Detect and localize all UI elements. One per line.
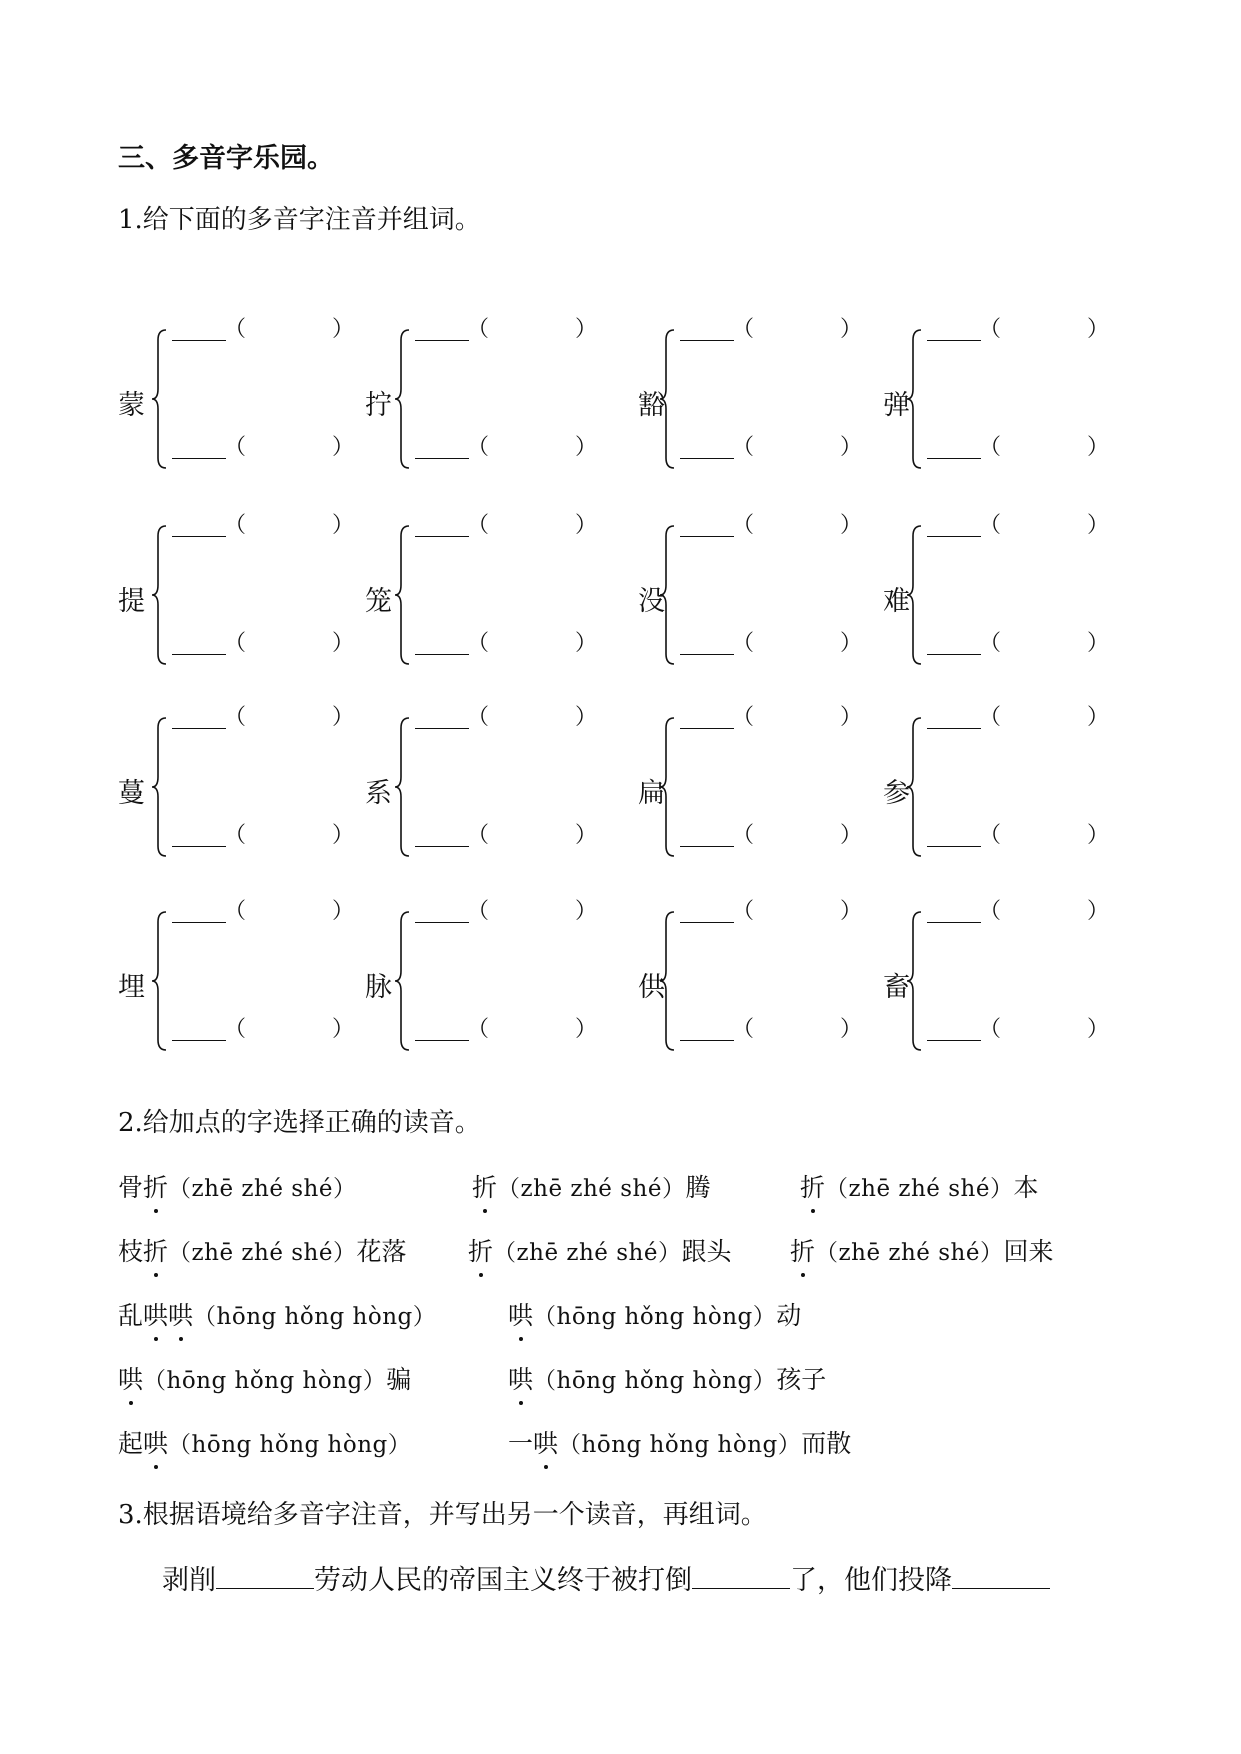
dotted-char: 哄 [118,1360,143,1396]
close-paren: ） [840,899,863,924]
close-paren: ） [840,823,863,848]
brace-icon [658,910,678,1052]
close-paren: ） [1087,899,1110,924]
brace-icon [150,910,170,1052]
q2-prefix: 骨 [118,1173,144,1202]
close-paren: ） [332,823,355,848]
polyphone-char: 拧 [365,390,392,421]
brace-icon [393,716,413,858]
word-blank[interactable] [495,430,575,458]
q2-suffix: 动 [776,1301,802,1330]
open-paren: （ [467,513,490,538]
word-blank[interactable] [1007,312,1087,340]
close-paren: ） [575,705,598,730]
open-paren: （ [224,899,247,924]
word-blank[interactable] [760,312,840,340]
close-paren: ） [332,631,355,656]
word-blank[interactable] [760,894,840,922]
word-blank[interactable] [495,818,575,846]
open-paren: （ [979,435,1002,460]
pinyin-blank-bottom[interactable] [172,458,226,459]
pinyin-blank-top[interactable] [415,536,469,537]
pinyin-blank-bottom[interactable] [172,1040,226,1041]
word-blank[interactable] [1007,894,1087,922]
brace-icon [905,328,925,470]
q1-instruction: 1.给下面的多音字注音并组词。 [118,205,481,235]
q2-item [508,1296,801,1332]
close-paren: ） [840,705,863,730]
q2-prefix: 起 [118,1429,144,1458]
close-paren: ） [575,513,598,538]
dotted-char: 哄 [143,1296,168,1332]
word-blank[interactable] [760,700,840,728]
close-paren: ） [840,1017,863,1042]
close-paren: ） [840,513,863,538]
open-paren: （ [979,899,1002,924]
q2-suffix: 孩子 [776,1365,827,1394]
pinyin-blank-bottom[interactable] [927,846,981,847]
open-paren: （ [224,317,247,342]
close-paren: ） [840,631,863,656]
pinyin-blank-top[interactable] [172,728,226,729]
q2-suffix: 骗 [386,1365,412,1394]
q2-item [790,1232,1053,1268]
polyphone-char: 畜 [883,972,910,1003]
word-blank[interactable] [1007,700,1087,728]
open-paren: （ [467,899,490,924]
polyphone-char: 笼 [365,586,392,617]
polyphone-char: 系 [365,778,392,809]
word-blank[interactable] [1007,626,1087,654]
open-paren: （ [732,435,755,460]
q2-prefix: 一 [508,1429,534,1458]
open-paren: （ [979,631,1002,656]
close-paren: ） [1087,317,1110,342]
word-blank[interactable] [252,700,332,728]
brace-icon [393,328,413,470]
q2-prefix: 乱 [118,1301,144,1330]
section-title: 三、多音字乐园。 [118,143,334,174]
dotted-char: 折 [472,1168,497,1204]
q2-suffix: 跟头 [681,1237,732,1266]
polyphone-char: 蒙 [118,390,145,421]
word-blank[interactable] [760,818,840,846]
close-paren: ） [840,317,863,342]
dotted-char: 折 [468,1232,493,1268]
pinyin-options[interactable]: （zhē zhé shé） [825,1176,1014,1202]
pinyin-blank-bottom[interactable] [415,458,469,459]
pinyin-options[interactable]: （hōng hǒng hòng） [168,1432,412,1458]
open-paren: （ [732,823,755,848]
pinyin-blank-top[interactable] [415,340,469,341]
open-paren: （ [979,705,1002,730]
pinyin-blank-top[interactable] [172,922,226,923]
pinyin-blank-bottom[interactable] [415,846,469,847]
open-paren: （ [467,435,490,460]
open-paren: （ [979,1017,1002,1042]
q2-suffix: 本 [1013,1173,1039,1202]
word-blank[interactable] [252,894,332,922]
close-paren: ） [1087,705,1110,730]
q2-item [472,1168,710,1204]
open-paren: （ [224,705,247,730]
polyphone-char: 参 [883,778,910,809]
pinyin-blank-bottom[interactable] [680,846,734,847]
close-paren: ） [1087,631,1110,656]
pinyin-blank-bottom[interactable] [172,654,226,655]
polyphone-char: 埋 [118,972,145,1003]
pinyin-blank-top[interactable] [680,536,734,537]
open-paren: （ [979,513,1002,538]
close-paren: ） [332,513,355,538]
pinyin-blank-bottom[interactable] [927,654,981,655]
pinyin-blank-bottom[interactable] [927,1040,981,1041]
open-paren: （ [732,513,755,538]
pinyin-blank-bottom[interactable] [927,458,981,459]
q3-blank-1[interactable] [216,1564,314,1589]
open-paren: （ [732,631,755,656]
q3-blank-3[interactable] [952,1564,1050,1589]
q2-item [118,1232,406,1268]
dotted-char: 哄 [533,1424,558,1460]
q2-item [468,1232,731,1268]
polyphone-char: 脉 [365,972,392,1003]
polyphone-char: 蔓 [118,778,145,809]
brace-icon [393,910,413,1052]
open-paren: （ [224,631,247,656]
word-blank[interactable] [252,430,332,458]
pinyin-blank-bottom[interactable] [680,1040,734,1041]
q3-text-2: 劳动人民的帝国主义终于被打倒 [314,1565,692,1596]
word-blank[interactable] [495,508,575,536]
close-paren: ） [1087,823,1110,848]
q3-text-1: 剥削 [162,1565,216,1596]
pinyin-blank-top[interactable] [415,922,469,923]
pinyin-blank-bottom[interactable] [172,846,226,847]
word-blank[interactable] [495,894,575,922]
q2-instruction: 2.给加点的字选择正确的读音。 [118,1108,481,1138]
brace-icon [658,524,678,666]
brace-icon [658,328,678,470]
pinyin-options[interactable]: （zhē zhé shé） [815,1240,1004,1266]
open-paren: （ [467,705,490,730]
word-blank[interactable] [495,626,575,654]
pinyin-blank-bottom[interactable] [680,654,734,655]
pinyin-options[interactable]: （zhē zhé shé） [168,1240,357,1266]
brace-icon [150,524,170,666]
polyphone-char: 豁 [638,390,665,421]
close-paren: ） [332,1017,355,1042]
pinyin-blank-bottom[interactable] [415,654,469,655]
brace-icon [393,524,413,666]
q3-blank-2[interactable] [692,1564,790,1589]
pinyin-blank-top[interactable] [927,340,981,341]
pinyin-blank-bottom[interactable] [680,458,734,459]
close-paren: ） [1087,435,1110,460]
pinyin-options[interactable]: （zhē zhé shé） [493,1240,682,1266]
dotted-char: 折 [790,1232,815,1268]
pinyin-options[interactable]: （hōng hǒng hòng） [193,1304,437,1330]
close-paren: ） [840,435,863,460]
polyphone-char: 供 [638,972,665,1003]
open-paren: （ [467,1017,490,1042]
pinyin-blank-top[interactable] [680,728,734,729]
word-blank[interactable] [1007,818,1087,846]
word-blank[interactable] [1007,430,1087,458]
polyphone-char: 提 [118,586,145,617]
dotted-char: 折 [143,1168,168,1204]
pinyin-options[interactable]: （zhē zhé shé） [168,1176,357,1202]
open-paren: （ [467,317,490,342]
close-paren: ） [575,631,598,656]
pinyin-blank-top[interactable] [415,728,469,729]
pinyin-blank-top[interactable] [927,728,981,729]
q2-suffix: 腾 [685,1173,711,1202]
open-paren: （ [732,705,755,730]
pinyin-blank-top[interactable] [927,922,981,923]
word-blank[interactable] [495,312,575,340]
q2-suffix: 花落 [356,1237,407,1266]
word-blank[interactable] [252,626,332,654]
close-paren: ） [332,899,355,924]
word-blank[interactable] [760,430,840,458]
close-paren: ） [1087,513,1110,538]
dotted-char: 折 [800,1168,825,1204]
pinyin-blank-top[interactable] [927,536,981,537]
word-blank[interactable] [495,1012,575,1040]
open-paren: （ [732,317,755,342]
open-paren: （ [732,899,755,924]
brace-icon [905,910,925,1052]
dotted-char: 哄 [168,1296,193,1332]
close-paren: ） [1087,1017,1110,1042]
open-paren: （ [979,823,1002,848]
dotted-char: 哄 [143,1424,168,1460]
pinyin-options[interactable]: （zhē zhé shé） [497,1176,686,1202]
word-blank[interactable] [760,1012,840,1040]
polyphone-char: 弹 [883,390,910,421]
q2-item [118,1360,411,1396]
pinyin-blank-top[interactable] [680,340,734,341]
open-paren: （ [224,1017,247,1042]
word-blank[interactable] [1007,508,1087,536]
close-paren: ） [332,435,355,460]
close-paren: ） [332,705,355,730]
open-paren: （ [467,631,490,656]
word-blank[interactable] [252,508,332,536]
brace-icon [905,524,925,666]
q3-instruction: 3.根据语境给多音字注音，并写出另一个读音，再组词。 [118,1500,767,1530]
close-paren: ） [575,317,598,342]
word-blank[interactable] [495,700,575,728]
q2-item [118,1168,356,1204]
word-blank[interactable] [252,312,332,340]
pinyin-blank-top[interactable] [172,536,226,537]
open-paren: （ [224,435,247,460]
pinyin-options[interactable]: （hōng hǒng hòng） [558,1432,802,1458]
open-paren: （ [224,823,247,848]
close-paren: ） [575,435,598,460]
pinyin-blank-top[interactable] [172,340,226,341]
q2-suffix: 而散 [801,1429,852,1458]
brace-icon [905,716,925,858]
polyphone-char: 没 [638,586,665,617]
pinyin-options[interactable]: （hōng hǒng hòng） [143,1368,387,1394]
q2-item [508,1360,826,1396]
open-paren: （ [732,1017,755,1042]
brace-icon [150,328,170,470]
pinyin-options[interactable]: （hōng hǒng hòng） [533,1368,777,1394]
word-blank[interactable] [760,508,840,536]
q3-sentence [162,1558,1050,1597]
pinyin-options[interactable]: （hōng hǒng hòng） [533,1304,777,1330]
close-paren: ） [575,823,598,848]
word-blank[interactable] [252,818,332,846]
q3-text-3: 了，他们投降 [790,1565,952,1596]
brace-icon [150,716,170,858]
q2-item [118,1424,411,1460]
open-paren: （ [979,317,1002,342]
close-paren: ） [575,1017,598,1042]
pinyin-blank-top[interactable] [680,922,734,923]
dotted-char: 折 [143,1232,168,1268]
close-paren: ） [575,899,598,924]
word-blank[interactable] [760,626,840,654]
word-blank[interactable] [252,1012,332,1040]
polyphone-char: 扁 [638,778,665,809]
pinyin-blank-bottom[interactable] [415,1040,469,1041]
dotted-char: 哄 [508,1360,533,1396]
polyphone-char: 难 [883,586,910,617]
q2-prefix: 枝 [118,1237,144,1266]
word-blank[interactable] [1007,1012,1087,1040]
q2-item [800,1168,1038,1204]
q2-item [118,1296,436,1332]
close-paren: ） [332,317,355,342]
q2-suffix: 回来 [1003,1237,1054,1266]
q2-item [508,1424,851,1460]
open-paren: （ [467,823,490,848]
dotted-char: 哄 [508,1296,533,1332]
open-paren: （ [224,513,247,538]
brace-icon [658,716,678,858]
